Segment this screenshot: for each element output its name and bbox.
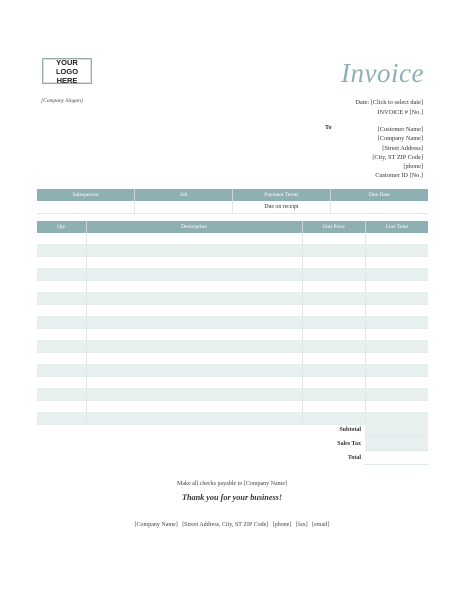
qty-cell[interactable] (37, 389, 86, 401)
description-cell[interactable] (86, 257, 302, 269)
qty-header: Qty (37, 221, 86, 233)
qty-cell[interactable] (37, 353, 86, 365)
description-cell[interactable] (86, 293, 302, 305)
qty-cell[interactable] (37, 305, 86, 317)
table-row (37, 269, 428, 281)
description-cell[interactable] (86, 353, 302, 365)
line-total-cell[interactable] (365, 281, 428, 293)
total-value[interactable] (365, 451, 428, 465)
unit-price-header: Unit Price (302, 221, 365, 233)
sales-tax-row (37, 437, 428, 451)
customer-block (372, 125, 423, 181)
table-row (37, 233, 428, 245)
date-field[interactable]: Date: [Click to select date] (355, 99, 423, 106)
unit-price-cell[interactable] (302, 389, 365, 401)
table-row (37, 245, 428, 257)
contact-fax[interactable]: [fax] (295, 522, 308, 528)
qty-cell[interactable] (37, 257, 86, 269)
logo-placeholder[interactable]: YOUR LOGO HERE (42, 58, 92, 84)
description-cell[interactable] (86, 365, 302, 377)
sales-tax-label: Sales Tax (337, 440, 361, 447)
due-date-cell[interactable] (330, 201, 428, 214)
contact-email[interactable]: [email] (312, 522, 330, 528)
line-total-cell[interactable] (365, 245, 428, 257)
due-date-header: Due Date (330, 189, 428, 201)
totals-table (37, 423, 428, 465)
unit-price-cell[interactable] (302, 245, 365, 257)
qty-cell[interactable] (37, 365, 86, 377)
description-cell[interactable] (86, 269, 302, 281)
unit-price-cell[interactable] (302, 365, 365, 377)
qty-cell[interactable] (37, 233, 86, 245)
table-row (37, 365, 428, 377)
unit-price-cell[interactable] (302, 269, 365, 281)
total-label: Total (347, 454, 361, 461)
items-header-row (37, 221, 428, 233)
line-total-cell[interactable] (365, 377, 428, 389)
line-total-cell[interactable] (365, 317, 428, 329)
qty-cell[interactable] (37, 269, 86, 281)
job-header: Job (135, 189, 233, 201)
qty-cell[interactable] (37, 317, 86, 329)
customer-name[interactable]: [Customer Name] (377, 126, 423, 133)
invoice-meta (356, 98, 424, 117)
description-header: Description (86, 221, 302, 233)
table-row (37, 281, 428, 293)
salesperson-cell[interactable] (37, 201, 135, 214)
line-total-cell[interactable] (365, 401, 428, 413)
line-total-cell[interactable] (365, 257, 428, 269)
customer-city[interactable]: [City, ST ZIP Code] (372, 153, 423, 161)
description-cell[interactable] (86, 281, 302, 293)
subtotal-value[interactable] (365, 423, 428, 437)
line-total-cell[interactable] (365, 233, 428, 245)
contact-address[interactable]: [Street Address, City, ST ZIP Code] (182, 522, 269, 528)
unit-price-cell[interactable] (302, 377, 365, 389)
info-header-row (37, 189, 428, 201)
invoice-number[interactable]: INVOICE # [No.] (377, 108, 423, 116)
info-table (37, 189, 428, 214)
line-total-cell[interactable] (365, 269, 428, 281)
contact-line (0, 522, 464, 528)
table-row (37, 317, 428, 329)
table-row (37, 329, 428, 341)
customer-company[interactable]: [Company Name] (377, 135, 423, 143)
table-row (37, 305, 428, 317)
description-cell[interactable] (86, 329, 302, 341)
line-total-cell[interactable] (365, 341, 428, 353)
description-cell[interactable] (86, 233, 302, 245)
unit-price-cell[interactable] (302, 305, 365, 317)
items-table (37, 221, 428, 425)
checks-payable-note: Make all checks payable to [Company Name] (177, 481, 287, 487)
unit-price-cell[interactable] (302, 281, 365, 293)
payment-terms-header: Payment Terms (233, 189, 331, 201)
qty-cell[interactable] (37, 281, 86, 293)
contact-phone[interactable]: [phone] (272, 522, 292, 528)
table-row (37, 401, 428, 413)
line-total-cell[interactable] (365, 293, 428, 305)
unit-price-cell[interactable] (302, 401, 365, 413)
description-cell[interactable] (86, 317, 302, 329)
description-cell[interactable] (86, 389, 302, 401)
table-row (37, 389, 428, 401)
line-total-cell[interactable] (365, 329, 428, 341)
unit-price-cell[interactable] (302, 257, 365, 269)
qty-cell[interactable] (37, 293, 86, 305)
thank-you-note: Thank you for your business! (181, 493, 283, 502)
qty-cell[interactable] (37, 245, 86, 257)
contact-company[interactable]: [Company Name] (134, 522, 178, 528)
qty-cell[interactable] (37, 401, 86, 413)
unit-price-cell[interactable] (302, 329, 365, 341)
sales-tax-value[interactable] (365, 437, 428, 451)
qty-cell[interactable] (37, 341, 86, 353)
total-row (37, 451, 428, 465)
qty-cell[interactable] (37, 329, 86, 341)
info-row (37, 201, 428, 214)
unit-price-cell[interactable] (302, 317, 365, 329)
items-body (37, 233, 428, 425)
line-total-cell[interactable] (365, 389, 428, 401)
company-slogan[interactable]: [Company Slogan] (41, 98, 84, 104)
unit-price-cell[interactable] (302, 293, 365, 305)
table-row (37, 377, 428, 389)
salesperson-header: Salesperson (37, 189, 135, 201)
unit-price-cell[interactable] (302, 341, 365, 353)
table-row (37, 341, 428, 353)
subtotal-row (37, 423, 428, 437)
table-row (37, 293, 428, 305)
unit-price-cell[interactable] (302, 353, 365, 365)
table-row (37, 353, 428, 365)
to-label: To (325, 125, 332, 131)
line-total-cell[interactable] (365, 305, 428, 317)
description-cell[interactable] (86, 401, 302, 413)
description-cell[interactable] (86, 245, 302, 257)
customer-street[interactable]: [Street Address] (382, 144, 423, 152)
unit-price-cell[interactable] (302, 233, 365, 245)
customer-phone[interactable]: [phone] (403, 163, 423, 171)
line-total-cell[interactable] (365, 365, 428, 377)
invoice-title: Invoice (341, 58, 424, 88)
qty-cell[interactable] (37, 377, 86, 389)
job-cell[interactable] (135, 201, 233, 214)
description-cell[interactable] (86, 377, 302, 389)
line-total-cell[interactable] (365, 353, 428, 365)
customer-id[interactable]: Customer ID [No.] (375, 172, 423, 180)
description-cell[interactable] (86, 305, 302, 317)
description-cell[interactable] (86, 341, 302, 353)
table-row (37, 257, 428, 269)
payment-terms-cell[interactable]: Due on receipt (233, 201, 331, 214)
line-total-header: Line Total (365, 221, 428, 233)
subtotal-label: Subtotal (339, 426, 361, 433)
